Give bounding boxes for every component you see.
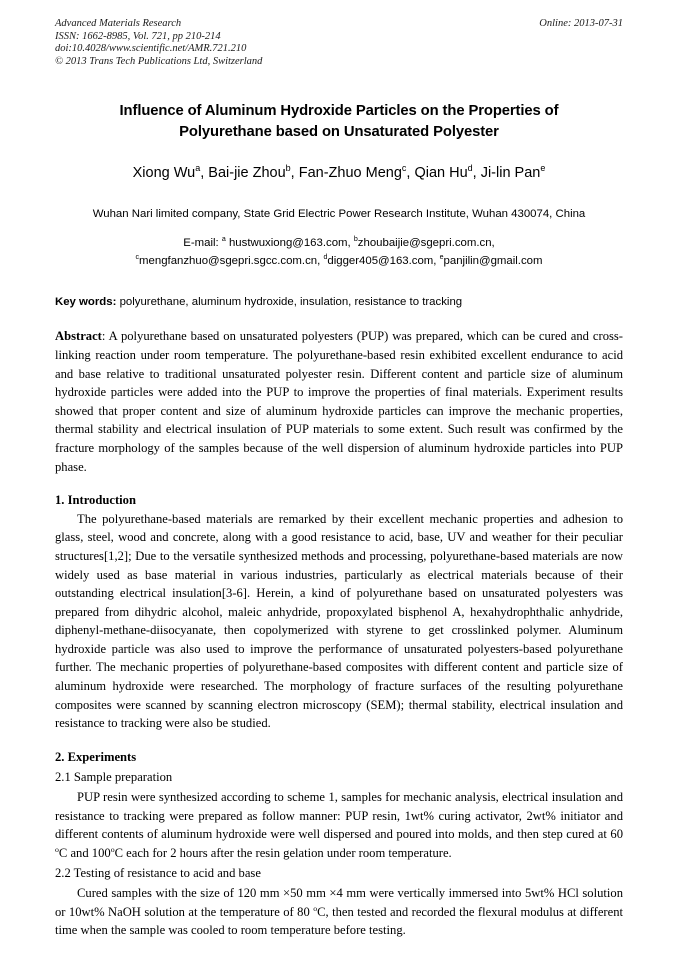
section-heading-introduction: 1. Introduction [55, 493, 136, 508]
resistance-testing-paragraph: Cured samples with the size of 120 mm ×50 mm ×4 mm were vertically immersed into 5wt% HCl solution or 10wt% NaOH solution at the temperature of 80 $^o$C, then tested and recorded the flexural modulus at different time when the sample was cooled to room temperature before testing. [55, 886, 623, 938]
author-list: Xiong Wu$^a$, Bai-jie Zhou$^b$, Fan-Zhuo Meng$^c$, Qian Hu$^d$, Ji-lin Pan$^e$ [132, 163, 546, 182]
journal-name: Advanced Materials Research [55, 18, 182, 29]
email-line-1: E-mail: $^a$ hustwuxiong@163.com, $^b$zhoubaijie@sgepri.com.cn, [183, 236, 495, 250]
doi: doi:10.4028/www.scientific.net/AMR.721.210 [55, 43, 247, 55]
subsection-heading-sample-preparation: 2.1 Sample preparation [55, 770, 173, 785]
sample-preparation-paragraph: PUP resin were synthesized according to scheme 1, samples for mechanic analysis, electrical insulation and resistance to tracking were prepared as follow manner: PUP resin, 1wt% curing activator, 2wt% initiator and different contents of aluminum hydroxide were well dispersed and poured into molds, and then step cured at 60 $^o$C and 100$^o$C each for 2 hours after the resin gelation under room temperature. [55, 790, 623, 860]
page-content [55, 18, 623, 940]
abstract-label: Abstract [55, 329, 102, 344]
keywords-value: polyurethane, aluminum hydroxide, insulation, resistance to tracking [116, 296, 463, 309]
abstract [55, 327, 623, 476]
journal-header [55, 18, 623, 68]
email-line-2: $^c$mengfanzhuo@sgepri.sgcc.com.cn, $^d$digger405@163.com, $^e$panjilin@gmail.com [135, 254, 543, 267]
introduction-paragraph: The polyurethane-based materials are remarked by their excellent mechanic properties and adhesion to glass, steel, wood and concrete, along with a good resistance to acid, base, UV and weather for their peculiar structures[1,2]; Due to the versatile synthesized methods and processing, polyurethane-based materials are now widely used as base material in various industries, particularly as electrical materials because of their outstanding electrical insulation[3-6]. Herein, a kind of polyurethane based on unsaturated polyesters was prepared from dihydric alcohol, maleic anhydride, propoxylated bisphenol A, hexahydrophthalic anhydride, diphenyl-methane-diisocyanate, then copolymerized with styrene to get crosslinked polymer. Aluminum hydroxide particle was also used to improve the performance of unsaturated polyesters-based polyurethane further. The mechanic properties of polyurethane-based composites with different content and particle size of aluminum hydroxide were researched. The morphology of fracture surfaces of the resulting polyurethane composites were scanned by scanning electron microscopy (SEM); thermal stability, electrical insulation and resistance to tracking were also be studied. [55, 511, 623, 731]
issn-volume-pages: ISSN: 1662-8985, Vol. 721, pp 210-214 [55, 30, 221, 42]
online-date: Online: 2013-07-31 [539, 18, 623, 29]
email-block [55, 235, 623, 270]
keywords-label: Key words: [55, 296, 117, 309]
abstract-text: : A polyurethane based on unsaturated polyesters (PUP) was prepared, which can be cured and cross-linking reaction under room temperature. The polyurethane-based resin exhibited excellent endurance to acid and base relative to traditional unsaturated polyester resin. Different content and particle size of aluminum hydroxide particles were added into the PUP to improve the properties of final materials. Experiment results showed that proper content and size of aluminum hydroxide particles can improve the mechanic properties, thermal stability and electrical insulation of PUP materials to some extent. Such result was confirmed by the fracture morphology of the samples because of the well dispersion of aluminum hydroxide particles into PUP phase. [55, 329, 623, 474]
affiliation: Wuhan Nari limited company, State Grid Electric Power Research Institute, Wuhan 430074, China [92, 208, 586, 221]
keywords [55, 294, 623, 310]
subsection-heading-resistance-testing: 2.2 Testing of resistance to acid and base [55, 866, 261, 881]
page-title: Influence of Aluminum Hydroxide Particles on the Properties of Polyurethane based on Unsaturated Polyester [119, 103, 559, 141]
copyright: © 2013 Trans Tech Publications Ltd, Switzerland [55, 55, 263, 67]
section-heading-experiments: 2. Experiments [55, 749, 137, 764]
